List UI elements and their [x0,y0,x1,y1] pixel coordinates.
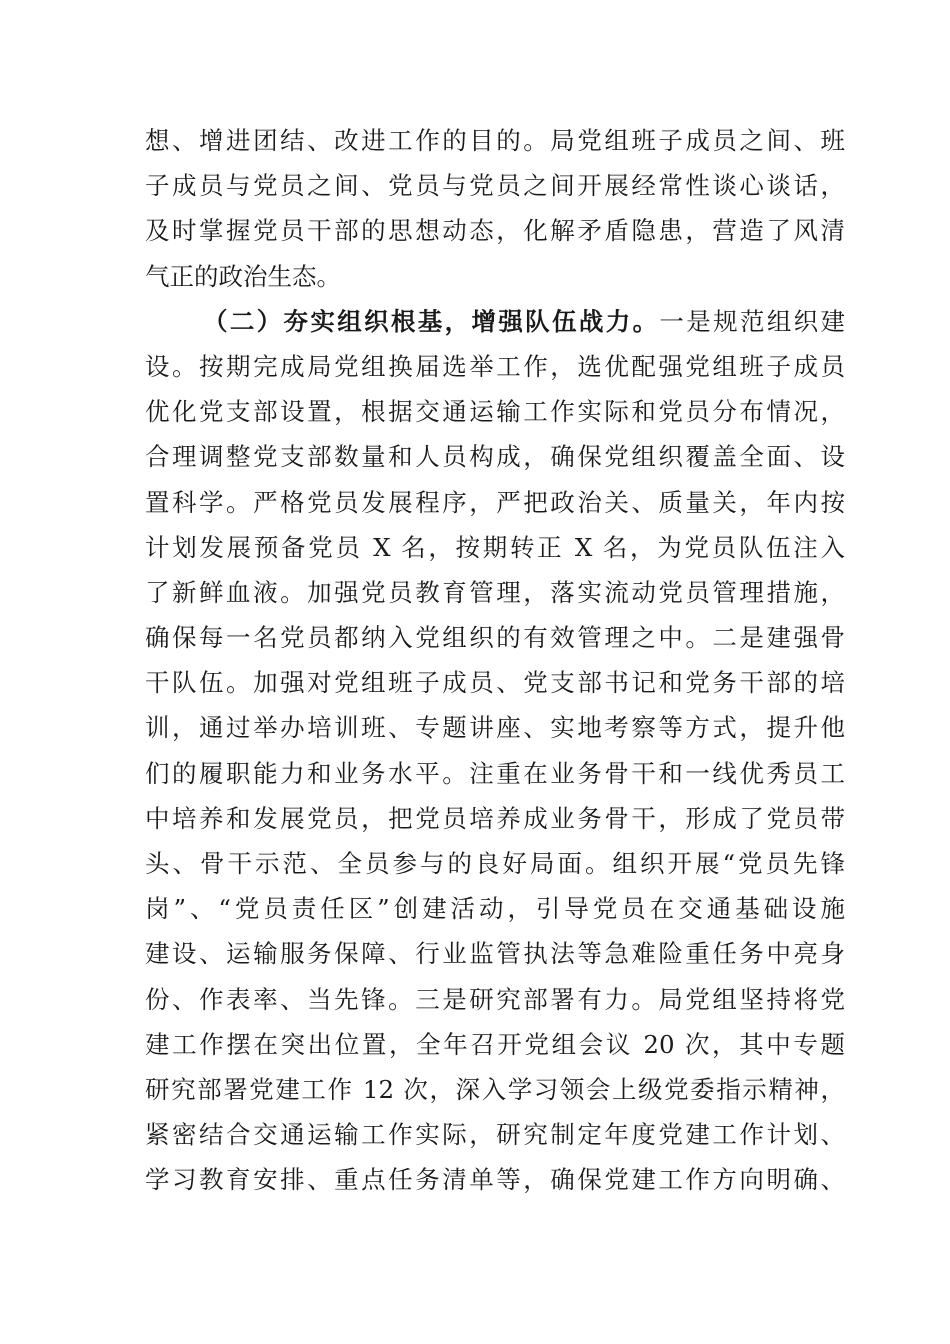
paragraph-line: 计划发展预备党员 X 名，按期转正 X 名，为党员队伍注入 [145,532,845,562]
paragraph-line: 优化党支部设置，根据交通运输工作实际和党员分布情况， [145,397,845,427]
paragraph-line: 想、增进团结、改进工作的目的。局党组班子成员之间、班 [145,126,845,155]
paragraph-line: 气正的政治生态。 [145,261,341,291]
paragraph-line: 研究部署党建工作 12 次，深入学习领会上级党委指示精神， [145,1074,845,1104]
paragraph-line: 设。按期完成局党组换届选举工作，选优配强党组班子成员 [145,351,845,381]
paragraph-line: 岗”、“党员责任区”创建活动，引导党员在交通基础设施 [145,894,845,924]
paragraph-line: 了新鲜血液。加强党员教育管理，落实流动党员管理措施， [145,577,845,607]
paragraph-line: 学习教育安排、重点任务清单等，确保党建工作方向明确、 [145,1165,845,1195]
paragraph-line: 确保每一名党员都纳入党组织的有效管理之中。二是建强骨 [145,623,845,653]
paragraph-line: 子成员与党员之间、党员与党员之间开展经常性谈心谈话， [145,171,845,201]
paragraph-line: 头、骨干示范、全员参与的良好局面。组织开展“党员先锋 [145,849,845,878]
paragraph-line: 合理调整党支部数量和人员构成，确保党组织覆盖全面、设 [145,442,845,472]
section-heading: （二）夯实组织根基，增强队伍战力。 [203,306,660,336]
paragraph-line: 置科学。严格党员发展程序，严把政治关、质量关，年内按 [145,487,845,517]
paragraph-line: 及时掌握党员干部的思想动态，化解矛盾隐患，营造了风清 [145,216,845,246]
paragraph-line: 建工作摆在突出位置，全年召开党组会议 20 次，其中专题 [145,1029,845,1059]
paragraph-line: 干队伍。加强对党组班子成员、党支部书记和党务干部的培 [145,668,845,698]
paragraph-line: 紧密结合交通运输工作实际，研究制定年度党建工作计划、 [145,1120,845,1150]
paragraph-first-line [145,299,845,344]
paragraph-line: 份、作表率、当先锋。三是研究部署有力。局党组坚持将党 [145,984,845,1014]
paragraph-line: 训，通过举办培训班、专题讲座、实地考察等方式，提升他 [145,713,845,743]
paragraph-line: 建设、运输服务保障、行业监管执法等急难险重任务中亮身 [145,939,845,969]
paragraph-text: 一是规范组织建 [659,306,846,336]
paragraph-line: 们的履职能力和业务水平。注重在业务骨干和一线优秀员工 [145,758,845,788]
body-text [145,118,845,1203]
paragraph-line: 中培养和发展党员，把党员培养成业务骨干，形成了党员带 [145,803,845,833]
